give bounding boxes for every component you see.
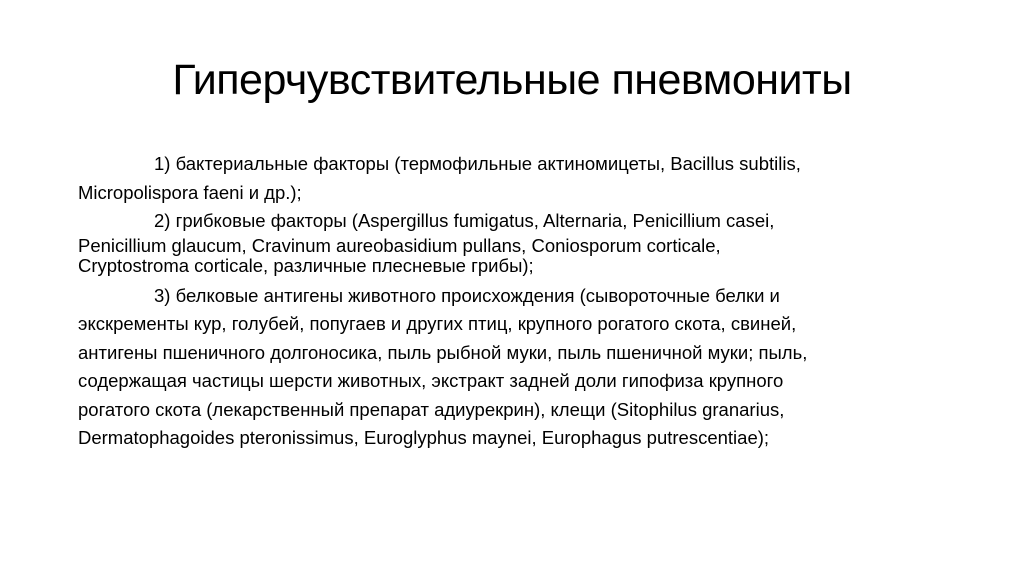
slide-title: Гиперчувствительные пневмониты bbox=[172, 56, 852, 104]
item-line: Dermatophagoides pteronissimus, Euroglyphus maynei, Europhagus putrescentiae); bbox=[78, 427, 770, 448]
slide-body bbox=[78, 150, 958, 453]
item-line: 1) бактериальные факторы (термофильные актиномицеты, Bacillus subtilis, bbox=[154, 153, 801, 174]
item-line: антигены пшеничного долгоносика, пыль рыбной муки, пыль пшеничной муки; пыль, bbox=[78, 341, 808, 363]
item-line: 2) грибковые факторы (Aspergillus fumigatus, Alternaria, Penicillium casei, bbox=[154, 210, 775, 231]
item-line: содержащая частицы шерсти животных, экстракт задней доли гипофиза крупного bbox=[78, 370, 784, 391]
item-line: Penicillium glaucum, Cravinum aureobasidium pullans, Coniosporum corticale, bbox=[78, 234, 721, 256]
item-line: рогатого скота (лекарственный препарат адиурекрин), клещи (Sitophilus granarius, bbox=[78, 398, 785, 420]
item-line: 3) белковые антигены животного происхождения (сывороточные белки и bbox=[154, 284, 780, 306]
list-item-fungal-factors bbox=[78, 207, 958, 276]
item-line: экскременты кур, голубей, попугаев и других птиц, крупного рогатого скота, свиней, bbox=[78, 313, 797, 334]
list-item-animal-antigens bbox=[78, 282, 958, 453]
list-item-bacterial-factors bbox=[78, 150, 958, 207]
item-line: Micropolispora faeni и др.); bbox=[78, 181, 302, 203]
item-line: Cryptostroma corticale, различные плесневые грибы); bbox=[78, 254, 534, 276]
